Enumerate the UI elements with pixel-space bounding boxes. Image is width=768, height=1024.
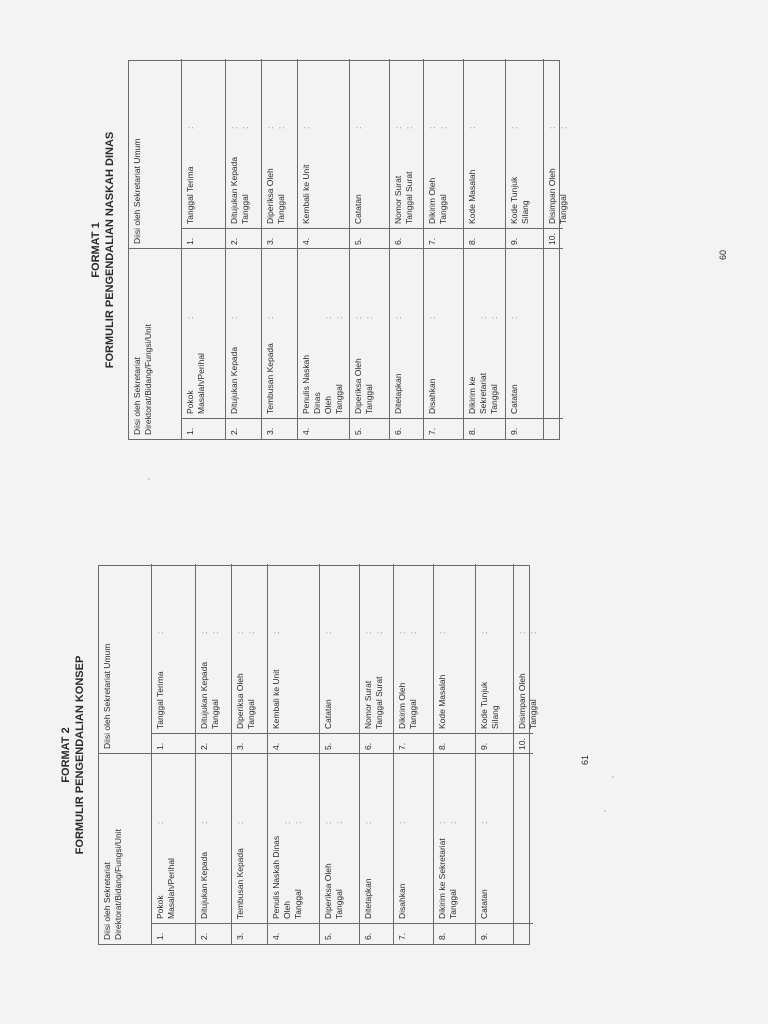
cell-divider: [514, 923, 533, 924]
right-item-fill-field: : :: [427, 122, 448, 129]
column-divider: [152, 753, 195, 754]
right-item-number: 1.: [185, 237, 195, 245]
cell-divider: [152, 733, 195, 734]
left-item-label: Catatan: [509, 384, 519, 414]
left-item-fill-field: : :: [282, 817, 303, 824]
form-row: [393, 564, 433, 944]
right-item-label: Dikirim Oleh Tanggal: [397, 682, 418, 729]
page-number: 60: [718, 249, 729, 261]
cell-divider: [298, 418, 349, 419]
left-item-number: 3.: [235, 932, 245, 940]
cell-divider: [226, 418, 261, 419]
left-item-fill-field: :: [393, 312, 403, 319]
left-item-label: Catatan: [479, 889, 489, 919]
right-item-number: 3.: [265, 237, 275, 245]
right-item-label: Kode Tunjuk Silang: [479, 681, 500, 729]
left-item-label: Penulis Naskah Dinas Oleh Tanggal: [301, 354, 344, 414]
left-item-fill-field: :: [509, 312, 519, 319]
column-divider: [268, 753, 319, 754]
left-item-number: 2.: [199, 932, 209, 940]
form-title: FORMULIR PENGENDALIAN NASKAH DINAS: [104, 131, 116, 369]
column-divider: [182, 248, 225, 249]
form-row: [423, 59, 463, 439]
right-item-number: 7.: [427, 237, 437, 245]
form-row: [359, 564, 393, 944]
cell-divider: [476, 923, 513, 924]
cell-divider: [506, 418, 543, 419]
column-divider: [514, 753, 533, 754]
cell-divider: [152, 923, 195, 924]
right-item-number: 5.: [323, 742, 333, 750]
left-item-label: Tembusan Kepada: [265, 343, 275, 414]
control-form-table: [128, 60, 568, 440]
cell-divider: [514, 733, 533, 734]
form-row: [389, 59, 423, 439]
right-column-header: Diisi oleh Sekretariat Umum: [99, 564, 151, 754]
left-item-fill-field: :: [397, 817, 407, 824]
scan-speck: [604, 810, 606, 812]
form-row: [195, 564, 231, 944]
right-item-label: Nomor Surat Tanggal Surat: [363, 676, 384, 729]
column-divider: [394, 753, 433, 754]
right-column-header: Diisi oleh Sekretariat Umum: [129, 59, 181, 249]
left-item-number: 5.: [323, 932, 333, 940]
right-item-label: Ditujukan Kepada Tanggal: [199, 661, 220, 729]
left-item-number: 6.: [363, 932, 373, 940]
cell-divider: [350, 228, 389, 229]
cell-divider: [394, 733, 433, 734]
page-number: 61: [580, 754, 591, 766]
column-divider: [390, 248, 423, 249]
left-item-label: Tembusan Kepada: [235, 848, 245, 919]
form-row: [261, 59, 297, 439]
column-divider: [232, 753, 267, 754]
left-item-number: 1.: [155, 932, 165, 940]
right-item-fill-field: :: [301, 122, 311, 129]
right-item-number: 7.: [397, 742, 407, 750]
left-item-fill-field: : :: [323, 817, 344, 824]
column-divider: [544, 248, 563, 249]
form-row: [231, 564, 267, 944]
left-item-number: 9.: [479, 932, 489, 940]
left-item-fill-field: : :: [323, 312, 344, 319]
left-item-number: 7.: [427, 427, 437, 435]
right-item-number: 6.: [393, 237, 403, 245]
cell-divider: [464, 228, 505, 229]
cell-divider: [464, 418, 505, 419]
right-item-fill-field: : :: [397, 627, 418, 634]
right-item-number: 10.: [547, 233, 557, 245]
left-item-number: 4.: [271, 932, 281, 940]
scan-speck: [612, 776, 614, 778]
left-item-number: 8.: [437, 932, 447, 940]
right-item-label: Kode Tunjuk Silang: [509, 176, 530, 224]
right-item-fill-field: :: [479, 627, 489, 634]
left-item-fill-field: : :: [437, 817, 458, 824]
right-item-number: 9.: [509, 237, 519, 245]
cell-divider: [182, 418, 225, 419]
right-item-number: 2.: [229, 237, 239, 245]
left-item-label: Ditujukan Kepada: [229, 346, 239, 414]
left-item-fill-field: : :: [353, 312, 374, 319]
right-item-fill-field: :: [467, 122, 477, 129]
left-item-fill-field: : :: [478, 312, 499, 319]
left-item-number: 6.: [393, 427, 403, 435]
right-item-fill-field: : :: [235, 627, 256, 634]
left-item-number: 5.: [353, 427, 363, 435]
right-item-number: 2.: [199, 742, 209, 750]
form-row: [505, 59, 543, 439]
left-item-number: 8.: [467, 427, 477, 435]
right-item-number: 9.: [479, 742, 489, 750]
right-item-fill-field: : :: [517, 627, 538, 634]
right-item-number: 3.: [235, 742, 245, 750]
format-label: FORMAT 2: [60, 727, 72, 783]
right-item-label: Kembali ke Unit: [271, 669, 281, 729]
right-item-fill-field: :: [509, 122, 519, 129]
right-item-label: Catatan: [323, 699, 333, 729]
left-item-number: 4.: [301, 427, 311, 435]
cell-divider: [262, 228, 297, 229]
right-item-fill-field: :: [323, 627, 333, 634]
cell-divider: [360, 923, 393, 924]
cell-divider: [476, 733, 513, 734]
right-item-fill-field: :: [437, 627, 447, 634]
form-row: [319, 564, 359, 944]
left-item-label: Diperiksa Oleh Tanggal: [323, 863, 344, 919]
left-item-label: Ditetapkan: [393, 373, 403, 414]
left-item-label: Pokok Masalah/Perihal: [185, 353, 206, 414]
right-item-label: Diperiksa Oleh Tanggal: [265, 168, 286, 224]
format-label: FORMAT 1: [90, 222, 102, 278]
cell-divider: [434, 733, 475, 734]
form-row: [513, 564, 538, 944]
right-item-fill-field: :: [353, 122, 363, 129]
cell-divider: [424, 418, 463, 419]
cell-divider: [268, 923, 319, 924]
right-item-fill-field: :: [155, 627, 165, 634]
right-item-number: 4.: [301, 237, 311, 245]
right-item-label: Kode Masalah: [467, 169, 477, 224]
column-divider: [196, 753, 231, 754]
right-item-label: Nomor Surat Tanggal Surat: [393, 171, 414, 224]
left-item-fill-field: :: [185, 312, 195, 319]
right-item-label: Dikirim Oleh Tanggal: [427, 177, 448, 224]
right-item-fill-field: :: [271, 627, 281, 634]
cell-divider: [298, 228, 349, 229]
left-item-fill-field: :: [265, 312, 275, 319]
right-item-label: Diperiksa Oleh Tanggal: [235, 673, 256, 729]
right-item-label: Kembali ke Unit: [301, 164, 311, 224]
form-row: [433, 564, 475, 944]
right-item-fill-field: :: [185, 122, 195, 129]
cell-divider: [232, 923, 267, 924]
left-item-label: Disahkan: [397, 883, 407, 919]
column-divider: [262, 248, 297, 249]
left-item-fill-field: :: [427, 312, 437, 319]
cell-divider: [506, 228, 543, 229]
column-divider: [360, 753, 393, 754]
left-item-fill-field: :: [363, 817, 373, 824]
form-row: [475, 564, 513, 944]
right-item-fill-field: : :: [363, 627, 384, 634]
left-item-label: Pokok Masalah/Perihal: [155, 858, 176, 919]
cell-divider: [182, 228, 225, 229]
cell-divider: [394, 923, 433, 924]
cell-divider: [360, 733, 393, 734]
form-row: [151, 564, 195, 944]
left-item-fill-field: :: [479, 817, 489, 824]
right-item-label: Ditujukan Kepada Tanggal: [229, 156, 250, 224]
left-item-label: Ditujukan Kepada: [199, 851, 209, 919]
form-row: [543, 59, 568, 439]
right-item-label: Disimpan Oleh Tanggal: [547, 168, 568, 224]
left-item-number: 7.: [397, 932, 407, 940]
cell-divider: [434, 923, 475, 924]
right-item-number: 8.: [467, 237, 477, 245]
column-divider: [320, 753, 359, 754]
form-row: [267, 564, 319, 944]
left-item-label: Penulis Naskah Dinas Oleh Tanggal: [271, 835, 303, 919]
column-divider: [350, 248, 389, 249]
cell-divider: [196, 923, 231, 924]
column-divider: [476, 753, 513, 754]
right-item-fill-field: : :: [547, 122, 568, 129]
cell-divider: [232, 733, 267, 734]
left-item-fill-field: :: [235, 817, 245, 824]
scan-speck: [148, 478, 150, 480]
left-item-fill-field: :: [229, 312, 239, 319]
left-item-fill-field: :: [199, 817, 209, 824]
form-row: [349, 59, 389, 439]
left-item-label: Dikirim ke Sekretariat Tanggal: [437, 838, 458, 919]
cell-divider: [390, 228, 423, 229]
right-item-number: 5.: [353, 237, 363, 245]
column-divider: [226, 248, 261, 249]
control-form-table: [98, 565, 538, 945]
form-row: [225, 59, 261, 439]
column-divider: [464, 248, 505, 249]
cell-divider: [268, 733, 319, 734]
form-row: [463, 59, 505, 439]
cell-divider: [350, 418, 389, 419]
left-item-label: Diperiksa Oleh Tanggal: [353, 358, 374, 414]
cell-divider: [320, 923, 359, 924]
right-item-fill-field: : :: [393, 122, 414, 129]
left-item-fill-field: :: [155, 817, 165, 824]
right-item-label: Kode Masalah: [437, 674, 447, 729]
right-item-fill-field: : :: [199, 627, 220, 634]
right-item-label: Tanggal Terima: [185, 166, 195, 224]
right-item-number: 8.: [437, 742, 447, 750]
right-item-number: 10.: [517, 738, 527, 750]
column-divider: [434, 753, 475, 754]
left-item-label: Dikirim ke Sekretariat Tanggal: [467, 372, 499, 414]
right-item-label: Catatan: [353, 194, 363, 224]
left-item-number: 2.: [229, 427, 239, 435]
left-item-label: Disahkan: [427, 378, 437, 414]
right-item-number: 6.: [363, 742, 373, 750]
cell-divider: [262, 418, 297, 419]
form-row: [297, 59, 349, 439]
left-item-number: 9.: [509, 427, 519, 435]
right-item-label: Tanggal Terima: [155, 671, 165, 729]
right-item-number: 1.: [155, 742, 165, 750]
form-title: FORMULIR PENGENDALIAN KONSEP: [74, 655, 86, 855]
form-row: [181, 59, 225, 439]
column-divider: [298, 248, 349, 249]
cell-divider: [390, 418, 423, 419]
cell-divider: [424, 228, 463, 229]
left-column-header: Diisi oleh Sekretariat Direktorat/Bidang/Fungsi/Unit: [102, 828, 123, 940]
cell-divider: [196, 733, 231, 734]
column-divider: [424, 248, 463, 249]
cell-divider: [544, 418, 563, 419]
cell-divider: [544, 228, 563, 229]
column-divider: [506, 248, 543, 249]
right-item-fill-field: : :: [265, 122, 286, 129]
left-item-number: 1.: [185, 427, 195, 435]
cell-divider: [226, 228, 261, 229]
left-item-label: Ditetapkan: [363, 878, 373, 919]
right-item-fill-field: : :: [229, 122, 250, 129]
right-item-label: Disimpan Oleh Tanggal: [517, 673, 538, 729]
left-item-number: 3.: [265, 427, 275, 435]
right-item-number: 4.: [271, 742, 281, 750]
left-column-header: Diisi oleh Sekretariat Direktorat/Bidang/Fungsi/Unit: [132, 323, 153, 435]
cell-divider: [320, 733, 359, 734]
